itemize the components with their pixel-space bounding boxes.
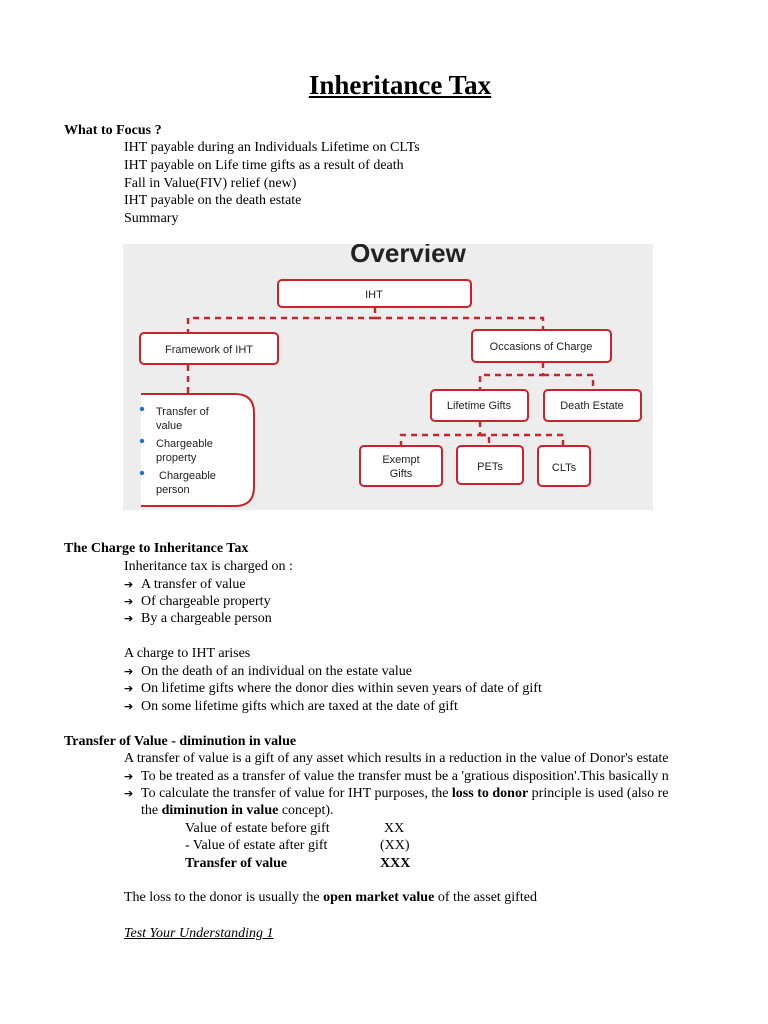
arrow-icon: ➔ (124, 595, 134, 608)
charge-intro: Inheritance tax is charged on : (124, 559, 293, 574)
node-label-lifetime-gifts: Lifetime Gifts (446, 400, 512, 412)
arrow-icon: ➔ (124, 770, 134, 783)
loss-note: The loss to the donor is usually the open market value of the asset gifted (124, 890, 537, 905)
node-label-framework: Framework of IHT (164, 344, 254, 356)
transfer-intro: A transfer of value is a gift of any asset which results in a reduction in the value of Donor's estate (124, 751, 669, 766)
bullet-text: person (156, 484, 190, 496)
charge-item: ➔ Of chargeable property (124, 594, 271, 609)
focus-item: IHT payable on the death estate (124, 193, 302, 208)
node-label-pets: PETs (477, 461, 503, 473)
charge-arises: A charge to IHT arises (124, 646, 251, 661)
arrow-icon: ➔ (124, 700, 134, 713)
bullet-text: Chargeable (159, 470, 216, 482)
arrow-icon: ➔ (124, 612, 134, 625)
calc-label-total: Transfer of value (185, 856, 288, 871)
node-label-occasions: Occasions of Charge (489, 341, 593, 353)
node-label-clts: CLTs (551, 462, 577, 474)
transfer-item: ➔ To be treated as a transfer of value the transfer must be a 'gratious disposition'.This basically n (124, 769, 669, 784)
bullet-dot (140, 407, 144, 411)
calc-label: - Value of estate after gift (185, 838, 328, 853)
diagram-title: Overview (350, 244, 466, 268)
transfer-item: ➔ To calculate the transfer of value for IHT purposes, the loss to donor principle is used (also re (124, 786, 669, 801)
focus-item: Fall in Value(FIV) relief (new) (124, 176, 297, 191)
focus-item: Summary (124, 211, 179, 226)
arises-item: ➔ On the death of an individual on the estate value (124, 664, 412, 679)
transfer-item-continued: the diminution in value concept). (141, 803, 334, 818)
charge-heading: The Charge to Inheritance Tax (64, 541, 249, 556)
calc-value: XX (384, 821, 405, 836)
bullet-dot (140, 471, 144, 475)
node-label-iht: IHT (365, 289, 383, 301)
transfer-heading: Transfer of Value - diminution in value (64, 734, 297, 749)
arises-item: ➔ On lifetime gifts where the donor dies within seven years of date of gift (124, 681, 542, 696)
node-label-exempt: Exempt (382, 454, 420, 466)
arrow-icon: ➔ (124, 665, 134, 678)
bullet-dot (140, 439, 144, 443)
overview-diagram (123, 244, 653, 510)
arrow-icon: ➔ (124, 682, 134, 695)
focus-heading: What to Focus ? (64, 123, 162, 138)
arises-item: ➔ On some lifetime gifts which are taxed at the date of gift (124, 699, 458, 714)
page-title: Inheritance Tax (308, 70, 492, 100)
focus-item: IHT payable during an Individuals Lifetime on CLTs (124, 140, 420, 155)
bullet-text: Chargeable (156, 438, 213, 450)
node-exempt-gifts (360, 446, 442, 486)
bullet-text: value (156, 420, 183, 432)
test-your-understanding-link: Test Your Understanding 1 (124, 926, 274, 941)
node-label-gifts: Gifts (389, 468, 413, 480)
node-label-death-estate: Death Estate (560, 400, 624, 412)
bullet-text: Transfer of (156, 406, 209, 418)
calc-value: (XX) (380, 838, 410, 853)
bullet-text: property (156, 452, 197, 464)
calc-label: Value of estate before gift (185, 821, 330, 836)
calc-value-total: XXX (380, 856, 411, 871)
charge-item: ➔ A transfer of value (124, 577, 246, 592)
arrow-icon: ➔ (124, 787, 134, 800)
arrow-icon: ➔ (124, 578, 134, 591)
focus-item: IHT payable on Life time gifts as a result of death (124, 158, 404, 173)
charge-item: ➔ By a chargeable person (124, 611, 272, 626)
